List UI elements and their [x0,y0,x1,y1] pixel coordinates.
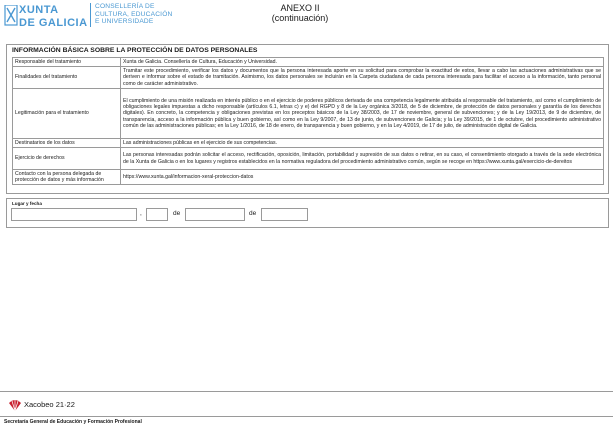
document-header [0,0,613,40]
department-name: Secretaría General de Educación y Formación Profesional [4,419,142,425]
row-label: Contacto con la persona delegada de protección de datos y más información [13,170,121,185]
de-label: de [249,210,257,217]
row-value: Las administraciones públicas en el ejercicio de sus competencias. [121,139,604,148]
comma-separator: , [140,210,142,217]
table-row [13,89,604,139]
annex-heading [250,3,350,23]
row-label: Destinatarios de los datos [13,139,121,148]
section-title: INFORMACIÓN BÁSICA SOBRE LA PROTECCIÓN DE DATOS PERSONALES [12,47,258,54]
row-value: Xunta de Galicia. Consellería de Cultura, Educación y Universidad. [121,58,604,67]
year-input[interactable] [261,208,308,221]
footer-divider [0,416,613,417]
row-value: Tramitar este procedimiento, verificar los datos y documentos que la persona interesada aporte en su solicitud para comprobar la exactitud de estos, llevar a cabo las actuaciones administrativas que se deriven e informar sobre el estado de tramitación. Asimismo, los datos personales se incluirán en la Carpeta ciudadana de cada persona interesada para facilitar el acceso a la información, tanto personal como de carácter administrativo. [121,67,604,89]
xacobeo-text: Xacobeo 21·22 [24,400,75,409]
place-date-label: Lugar y fecha [12,201,42,206]
day-input[interactable] [146,208,168,221]
month-input[interactable] [185,208,245,221]
brand-line1: XUNTA [19,4,59,16]
annex-title: ANEXO II [280,3,320,13]
de-label: de [173,210,181,217]
scallop-shell-icon [8,398,22,412]
footer-divider [0,391,613,392]
data-protection-section [6,44,609,194]
conselleria-line: E UNIVERSIDADE [95,18,154,26]
xunta-logo [3,3,88,31]
conselleria-line: CULTURA, EDUCACIÓN [95,10,173,18]
conselleria-name [95,3,172,26]
conselleria-line: CONSELLERÍA DE [95,3,155,10]
annex-subtitle: (continuación) [271,13,329,23]
row-value [121,148,604,170]
table-row [13,67,604,89]
place-date-section [6,198,609,228]
table-row [13,170,604,185]
data-protection-table [12,57,604,185]
row-label: Legitimación para el tratamiento [13,89,121,139]
rights-text: Las personas interesadas podrán solicitar el acceso, rectificación, oposición, limitación, portabilidad y supresión de sus datos o retirar, en su caso, el consentimiento otorgado a través de la sede electrónica de la Xunta de Galicia o en los lugares y registros establecidos en la normativa reguladora del procedimiento administrativo común, según se recoge en https://www.xunta.gal/exercicio-de-dereitos [123,152,601,165]
table-row [13,139,604,148]
brand-line2: DE GALICIA [19,17,88,29]
row-label: Ejercicio de derechos [13,148,121,170]
header-divider [90,3,91,27]
row-value: El cumplimiento de una misión realizada en interés público o en el ejercicio de poderes públicos derivada de una competencia legalmente atribuida al responsable del tratamiento, así como el cumplimiento de obligaciones legales impuestas a dicho responsable (artículos 6.1, letras c) y e) del RGPD y 8 de la Ley orgánica 3/2018, de 5 de diciembre, de protección de datos personales y garantía de los derechos digitales). En concreto, la competencia y obligaciones previstas en los preceptos básicos de la Ley 38/2003, de 17 de noviembre, general de subvenciones; y de la Ley 19/2013, de 9 de diciembre, de transparencia, acceso a la información pública y buen gobierno, así como en la Ley 9/2007, de 13 de junio, de subvenciones de Galicia; y la Ley 39/2015, de 1 de octubre, del procedimiento administrativo común de las administraciones públicas; en la Ley 1/2016, de 18 de enero, de transparencia y buen gobierno, y en la Ley 4/2019, de 17 de julio, de administración digital de Galicia. [121,89,604,139]
row-label: Responsable del tratamiento [13,58,121,67]
place-input[interactable] [11,208,137,221]
table-row [13,148,604,170]
row-label: Finalidades del tratamiento [13,67,121,89]
dpo-link[interactable]: https://www.xunta.gal/informacion-xeral-proteccion-datos [121,170,604,185]
xunta-cross-icon [4,5,18,27]
table-row [13,58,604,67]
